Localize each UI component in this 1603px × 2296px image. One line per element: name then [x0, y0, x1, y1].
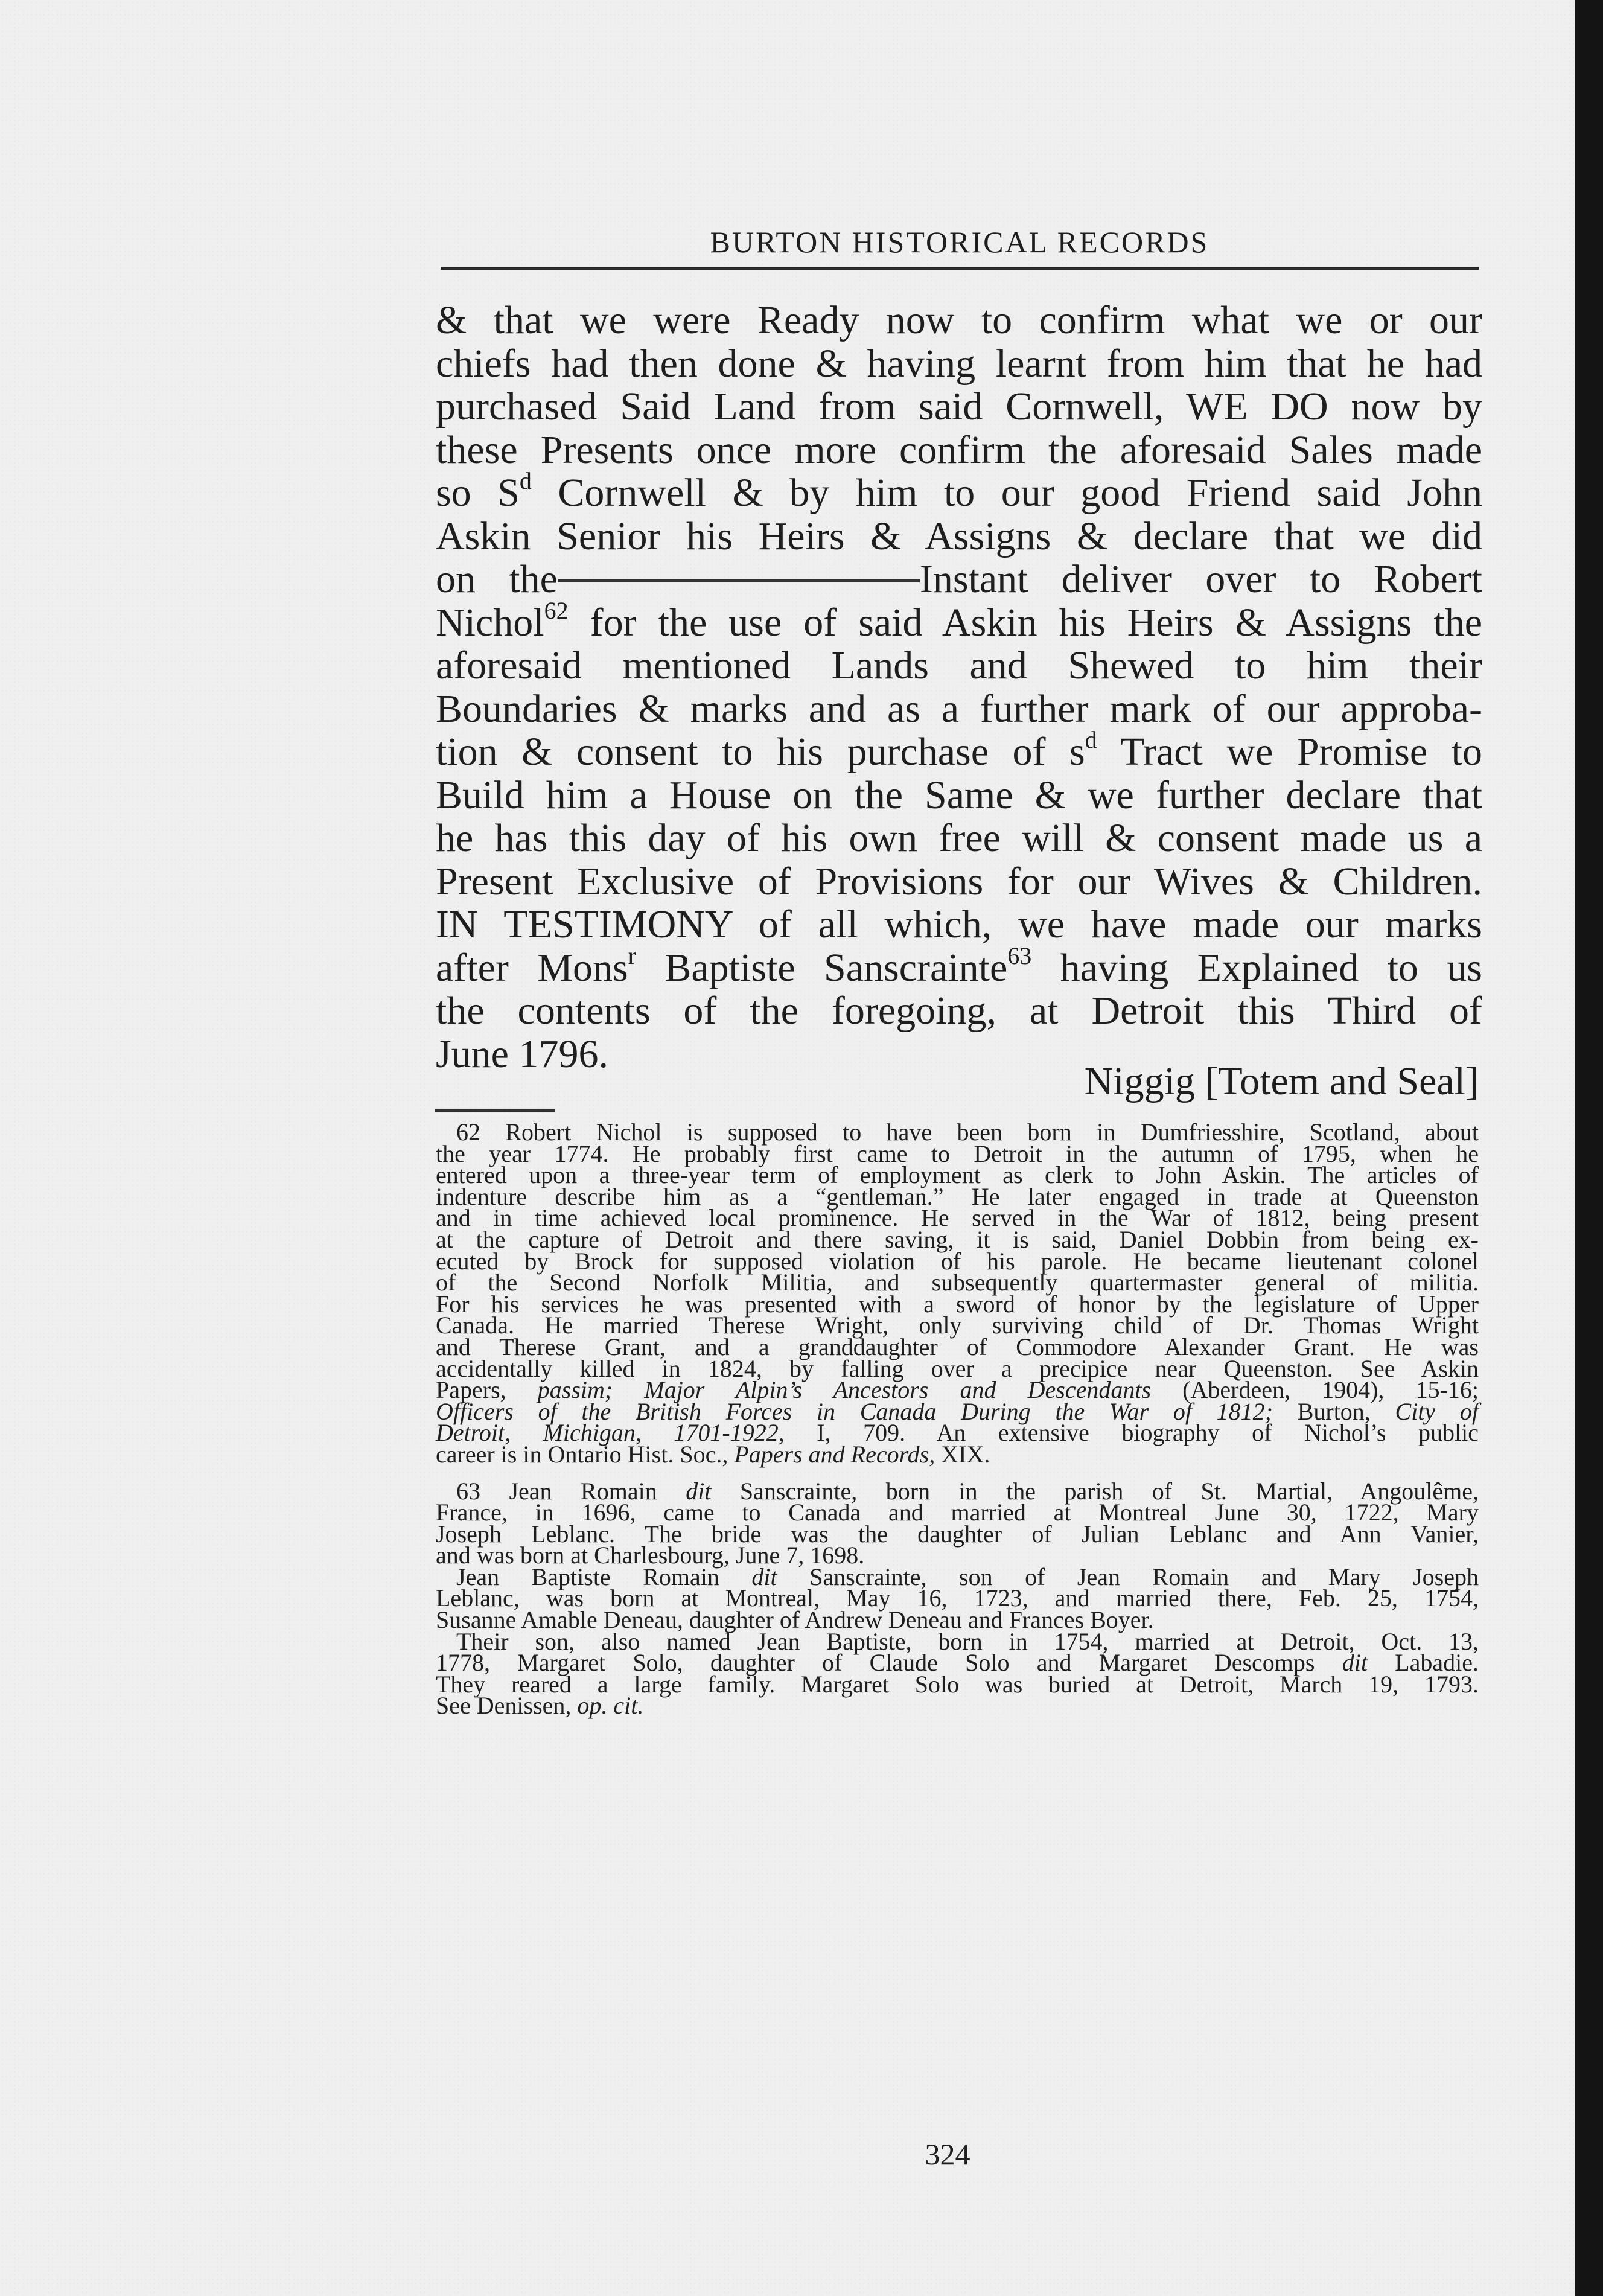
- footnote-line: at the capture of Detroit and there saving, it is said, Daniel Dobbin from being ex-: [436, 1225, 1479, 1253]
- footnote-line: 62 Robert Nichol is supposed to have been born in Dumfriesshire, Scotland, about: [456, 1118, 1479, 1146]
- footnote-line: accidentally killed in 1824, by falling over a precipice near Queenston. See Askin: [436, 1354, 1479, 1382]
- footnote-line: France, in 1696, came to Canada and married at Montreal June 30, 1722, Mary: [436, 1499, 1479, 1526]
- footnote-line: For his services he was presented with a sword of honor by the legislature of Upper: [436, 1290, 1479, 1318]
- footnote-line: and Therese Grant, and a granddaughter of Commodore Alexander Grant. He was: [436, 1333, 1479, 1360]
- footnote-63-continued: [436, 1627, 1479, 1720]
- footnote-line: career is in Ontario Hist. Soc., Papers and Records, XIX.: [436, 1440, 990, 1468]
- text-line: & that we were Ready now to confirm what we or our: [436, 298, 1482, 342]
- text-line: June 1796.: [436, 1032, 608, 1076]
- text-line: Present Exclusive of Provisions for our Wives & Children.: [436, 859, 1482, 904]
- text-line: he has this day of his own free will & consent made us a: [436, 816, 1482, 860]
- footnote-line: Detroit, Michigan, 1701-1922, I, 709. An extensive biography of Nichol’s public: [436, 1419, 1479, 1447]
- footnote-line: the year 1774. He probably first came to Detroit in the autumn of 1795, when he: [436, 1140, 1479, 1167]
- footnote-line: 1778, Margaret Solo, daughter of Claude Solo and Margaret Descomps dit Labadie.: [436, 1649, 1479, 1677]
- footnotes: [436, 1118, 1479, 1720]
- header-title: BURTON HISTORICAL RECORDS: [710, 225, 1209, 259]
- footnote-line: entered upon a three-year term of employment as clerk to John Askin. The articles of: [436, 1161, 1479, 1189]
- footnote-line: and in time achieved local prominence. He served in the War of 1812, being present: [436, 1204, 1479, 1232]
- text-line: chiefs had then done & having learnt from him that he had: [436, 341, 1482, 386]
- footnote-line: See Denissen, op. cit.: [436, 1692, 644, 1720]
- text-line: these Presents once more confirm the aforesaid Sales made: [436, 427, 1482, 472]
- blank-line: [558, 576, 920, 582]
- footnote-63: [436, 1477, 1479, 1569]
- footnote-line: ecuted by Brock for supposed violation of his parole. He became lieutenant colonel: [436, 1247, 1479, 1275]
- text-line: IN TESTIMONY of all which, we have made our marks: [436, 902, 1482, 946]
- footnote-line: Leblanc, was born at Montreal, May 16, 1723, and married there, Feb. 25, 1754,: [436, 1584, 1479, 1612]
- footnote-line: Canada. He married Therese Wright, only surviving child of Dr. Thomas Wright: [436, 1312, 1479, 1339]
- footnote-63-continued: [436, 1563, 1479, 1634]
- footnote-line: Officers of the British Forces in Canada During the War of 1812; Burton, City of: [436, 1397, 1479, 1425]
- footnote-line: They reared a large family. Margaret Solo was buried at Detroit, March 19, 1793.: [436, 1670, 1479, 1698]
- footnote-line: and was born at Charlesbourg, June 7, 1698.: [436, 1542, 865, 1569]
- page-number: 324: [925, 2137, 970, 2171]
- text-line: Askin Senior his Heirs & Assigns & declare that we did: [436, 514, 1482, 558]
- footnote-62: [436, 1118, 1479, 1468]
- footnote-line: indenture describe him as a “gentleman.” He later engaged in trade at Queenston: [436, 1182, 1479, 1210]
- footnote-divider: [435, 1109, 555, 1112]
- footnote-line: Jean Baptiste Romain dit Sanscrainte, son of Jean Romain and Mary Joseph: [456, 1563, 1479, 1590]
- text-line: so $S^d$ Cornwell & by him to our good Friend said John: [436, 467, 1482, 515]
- main-text: [436, 299, 1482, 1076]
- signature-line: Niggig [Totem and Seal]: [1084, 1059, 1479, 1103]
- superscript: r: [628, 942, 636, 969]
- footnote-line: Joseph Leblanc. The bride was the daughter of Julian Leblanc and Ann Vanier,: [436, 1520, 1479, 1548]
- superscript: d: [519, 467, 532, 494]
- superscript: d: [1085, 726, 1097, 753]
- footnote-line: Their son, also named Jean Baptiste, born in 1754, married at Detroit, Oct. 13,: [456, 1627, 1479, 1655]
- footnote-line: Susanne Amable Deneau, daughter of Andrew Deneau and Frances Boyer.: [436, 1606, 1154, 1634]
- running-header: [441, 218, 1479, 270]
- footnote-line: of the Second Norfolk Militia, and subsequently quartermaster general of militia.: [436, 1269, 1479, 1296]
- footnote-line: 63 Jean Romain dit Sanscrainte, born in the parish of St. Martial, Angoulême,: [456, 1477, 1479, 1505]
- footnote-ref-63: 63: [1007, 942, 1032, 969]
- text-line: after Mons$^r$ Baptiste Sanscrainte$^{63}$ having Explained to us: [436, 942, 1482, 990]
- text-line: Nichol$^{62}$ for the use of said Askin his Heirs & Assigns the: [436, 596, 1482, 645]
- footnote-line: Papers, passim; Major Alpin’s Ancestors and Descendants (Aberdeen, 1904), 15-16;: [436, 1376, 1479, 1404]
- footnote-ref-62: 62: [544, 596, 569, 624]
- text-line: the contents of the foregoing, at Detroit this Third of: [436, 989, 1482, 1033]
- scan-edge: [1575, 0, 1603, 2296]
- text-line: tion & consent to his purchase of $s^d$ Tract we Promise to: [436, 726, 1482, 774]
- text-line: aforesaid mentioned Lands and Shewed to him their: [436, 643, 1482, 687]
- text-line: Boundaries & marks and as a further mark of our approba-: [436, 686, 1482, 731]
- text-line: on the Instant deliver over to Robert: [436, 557, 1482, 601]
- text-line: Build him a House on the Same & we further declare that: [436, 773, 1482, 817]
- text-line: purchased Said Land from said Cornwell, WE DO now by: [436, 384, 1482, 429]
